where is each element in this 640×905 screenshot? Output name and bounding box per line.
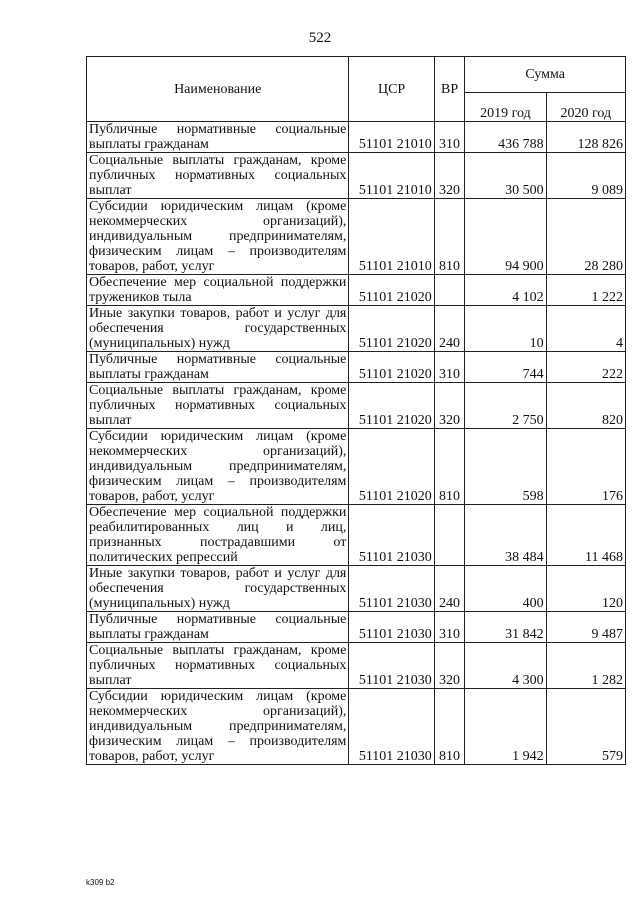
row-vr (434, 505, 465, 566)
row-sum-2020: 128 826 (546, 122, 625, 153)
row-name: Социальные выплаты гражданам, кроме публичных нормативных социальных выплат (87, 643, 349, 689)
row-csr: 51101 21020 (349, 306, 434, 352)
row-csr: 51101 21030 (349, 612, 434, 643)
row-sum-2019: 2 750 (465, 383, 546, 429)
row-sum-2019: 744 (465, 352, 546, 383)
row-vr: 310 (434, 612, 465, 643)
page-number: 522 (308, 30, 332, 46)
row-sum-2020: 1 222 (546, 275, 625, 306)
table-row (87, 306, 626, 352)
header-year-2020: 2020 год (546, 93, 625, 122)
table-body (87, 122, 626, 765)
row-sum-2019: 598 (465, 429, 546, 505)
row-name: Публичные нормативные социальные выплаты гражданам (87, 352, 349, 383)
row-csr: 51101 21010 (349, 122, 434, 153)
row-vr: 310 (434, 122, 465, 153)
row-csr: 51101 21030 (349, 505, 434, 566)
row-sum-2020: 120 (546, 566, 625, 612)
row-sum-2019: 436 788 (465, 122, 546, 153)
row-name: Субсидии юридическим лицам (кроме некоммерческих организаций), индивидуальным предпринимателям, физическим лицам – производителям товаров, работ, услуг (87, 429, 349, 505)
table-row (87, 612, 626, 643)
row-name: Социальные выплаты гражданам, кроме публичных нормативных социальных выплат (87, 153, 349, 199)
row-sum-2020: 579 (546, 689, 625, 765)
budget-table (86, 56, 626, 765)
row-sum-2020: 1 282 (546, 643, 625, 689)
row-csr: 51101 21020 (349, 352, 434, 383)
row-sum-2020: 9 089 (546, 153, 625, 199)
row-sum-2020: 9 487 (546, 612, 625, 643)
row-csr: 51101 21030 (349, 643, 434, 689)
table-row (87, 505, 626, 566)
row-csr: 51101 21020 (349, 383, 434, 429)
table-row (87, 122, 626, 153)
row-sum-2019: 4 300 (465, 643, 546, 689)
row-vr: 240 (434, 306, 465, 352)
header-vr: ВР (434, 57, 465, 122)
table-row (87, 275, 626, 306)
row-vr: 320 (434, 383, 465, 429)
row-csr: 51101 21030 (349, 566, 434, 612)
row-sum-2019: 30 500 (465, 153, 546, 199)
row-vr: 310 (434, 352, 465, 383)
row-name: Обеспечение мер социальной поддержки тружеников тыла (87, 275, 349, 306)
row-sum-2020: 28 280 (546, 199, 625, 275)
row-sum-2019: 400 (465, 566, 546, 612)
row-csr: 51101 21030 (349, 689, 434, 765)
row-sum-2020: 820 (546, 383, 625, 429)
table-row (87, 429, 626, 505)
row-csr: 51101 21010 (349, 199, 434, 275)
table-row (87, 643, 626, 689)
row-sum-2020: 222 (546, 352, 625, 383)
row-vr: 320 (434, 153, 465, 199)
row-name: Публичные нормативные социальные выплаты гражданам (87, 122, 349, 153)
row-name: Субсидии юридическим лицам (кроме некоммерческих организаций), индивидуальным предпринимателям, физическим лицам – производителям товаров, работ, услуг (87, 199, 349, 275)
row-csr: 51101 21020 (349, 275, 434, 306)
header-sum: Сумма (465, 57, 626, 93)
row-sum-2019: 38 484 (465, 505, 546, 566)
row-vr: 320 (434, 643, 465, 689)
table-row (87, 352, 626, 383)
table-row (87, 689, 626, 765)
row-vr: 240 (434, 566, 465, 612)
row-sum-2019: 4 102 (465, 275, 546, 306)
row-vr: 810 (434, 199, 465, 275)
footer-code: k309 b2 (86, 878, 115, 887)
row-csr: 51101 21010 (349, 153, 434, 199)
row-name: Иные закупки товаров, работ и услуг для обеспечения государственных (муниципальных) нужд (87, 306, 349, 352)
row-name: Иные закупки товаров, работ и услуг для обеспечения государственных (муниципальных) нужд (87, 566, 349, 612)
table-row (87, 199, 626, 275)
table-row (87, 566, 626, 612)
table-row (87, 153, 626, 199)
row-sum-2019: 10 (465, 306, 546, 352)
row-name: Публичные нормативные социальные выплаты гражданам (87, 612, 349, 643)
row-sum-2020: 4 (546, 306, 625, 352)
row-vr (434, 275, 465, 306)
row-name: Социальные выплаты гражданам, кроме публичных нормативных социальных выплат (87, 383, 349, 429)
header-name: Наименование (87, 57, 349, 122)
row-sum-2019: 1 942 (465, 689, 546, 765)
row-vr: 810 (434, 689, 465, 765)
row-name: Обеспечение мер социальной поддержки реабилитированных лиц и лиц, признанных пострадавшими от политических репрессий (87, 505, 349, 566)
row-sum-2020: 11 468 (546, 505, 625, 566)
table-row (87, 383, 626, 429)
row-name: Субсидии юридическим лицам (кроме некоммерческих организаций), индивидуальным предпринимателям, физическим лицам – производителям товаров, работ, услуг (87, 689, 349, 765)
header-year-2019: 2019 год (465, 93, 546, 122)
row-sum-2019: 94 900 (465, 199, 546, 275)
row-sum-2020: 176 (546, 429, 625, 505)
row-sum-2019: 31 842 (465, 612, 546, 643)
row-vr: 810 (434, 429, 465, 505)
row-csr: 51101 21020 (349, 429, 434, 505)
header-csr: ЦСР (349, 57, 434, 122)
